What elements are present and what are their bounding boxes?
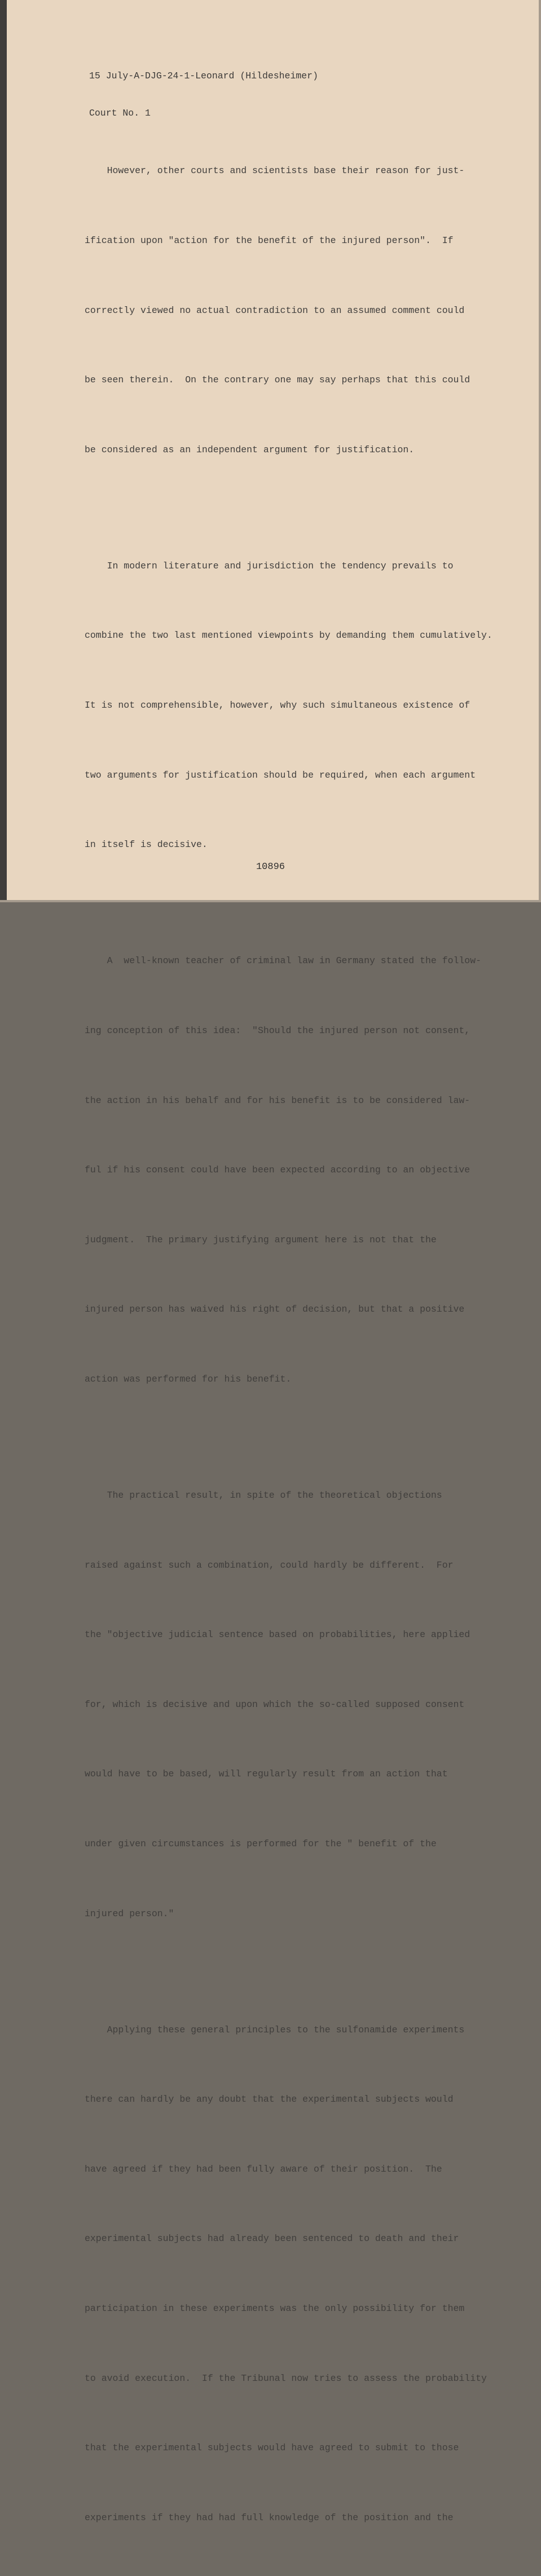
text-line: In modern literature and jurisdiction the tendency prevails to [85, 560, 454, 571]
document-body [85, 113, 502, 2576]
text-line: the action in his behalf and for his benefit is to be considered law- [85, 1095, 470, 1106]
header-court-line: Court No. 1 [89, 108, 151, 118]
text-line: ing conception of this idea: "Should the injured person not consent, [85, 1025, 470, 1036]
page-number: 10896 [256, 862, 285, 872]
text-line: be seen therein. On the contrary one may say perhaps that this could [85, 374, 470, 386]
paragraph-3 [85, 903, 502, 1437]
text-line: A well-known teacher of criminal law in Germany stated the follow- [85, 955, 482, 967]
text-line: that the experimental subjects would have agreed to submit to those [85, 2442, 459, 2454]
text-line: raised against such a combination, could hardly be different. For [85, 1559, 454, 1571]
text-line: ification upon "action for the benefit of the injured person". If [85, 235, 454, 246]
page-left-shadow-edge [0, 0, 7, 902]
text-line: to avoid execution. If the Tribunal now tries to assess the probability [85, 2372, 487, 2384]
text-line: have agreed if they had been fully aware of their position. The [85, 2163, 442, 2174]
text-line: ful if his consent could have been expected according to an objective [85, 1165, 470, 1176]
text-line: Applying these general principles to the sulfonamide experiments [85, 2024, 465, 2035]
text-line: experimental subjects had already been sentenced to death and their [85, 2233, 459, 2244]
text-line: be considered as an independent argument for justification. [85, 444, 415, 455]
text-line: However, other courts and scientists base their reason for just- [85, 165, 465, 177]
text-line: It is not comprehensible, however, why such simultaneous existence of [85, 700, 470, 711]
text-line: The practical result, in spite of the theoretical objections [85, 1489, 442, 1501]
page-right-edge [539, 0, 541, 902]
text-line: in itself is decisive. [85, 839, 208, 850]
text-line: judgment. The primary justifying argument here is not that the [85, 1234, 437, 1245]
paragraph-2 [85, 508, 502, 902]
text-line: action was performed for his benefit. [85, 1373, 292, 1384]
text-line: participation in these experiments was the only possibility for them [85, 2303, 465, 2314]
text-line: for, which is decisive and upon which the so-called supposed consent [85, 1699, 465, 1710]
text-line: experiments if they had had full knowledge of the position and the [85, 2512, 454, 2523]
text-line: under given circumstances is performed for the " benefit of the [85, 1838, 437, 1850]
text-line: the "objective judicial sentence based on probabilities, here applied [85, 1629, 470, 1640]
paragraph-4 [85, 1437, 502, 1972]
header-reference-line: 15 July-A-DJG-24-1-Leonard (Hildesheimer) [89, 70, 318, 81]
text-line: would have to be based, will regularly result from an action that [85, 1768, 448, 1780]
paragraph-1 [85, 113, 502, 508]
paragraph-5 [85, 1971, 502, 2575]
text-line: injured person has waived his right of decision, but that a positive [85, 1304, 465, 1315]
text-line: injured person." [85, 1908, 174, 1919]
text-line: correctly viewed no actual contradiction to an assumed comment could [85, 305, 465, 316]
text-line: two arguments for justification should be required, when each argument [85, 769, 476, 780]
text-line: there can hardly be any doubt that the experimental subjects would [85, 2094, 454, 2105]
text-line: combine the two last mentioned viewpoints by demanding them cumulatively. [85, 630, 492, 641]
